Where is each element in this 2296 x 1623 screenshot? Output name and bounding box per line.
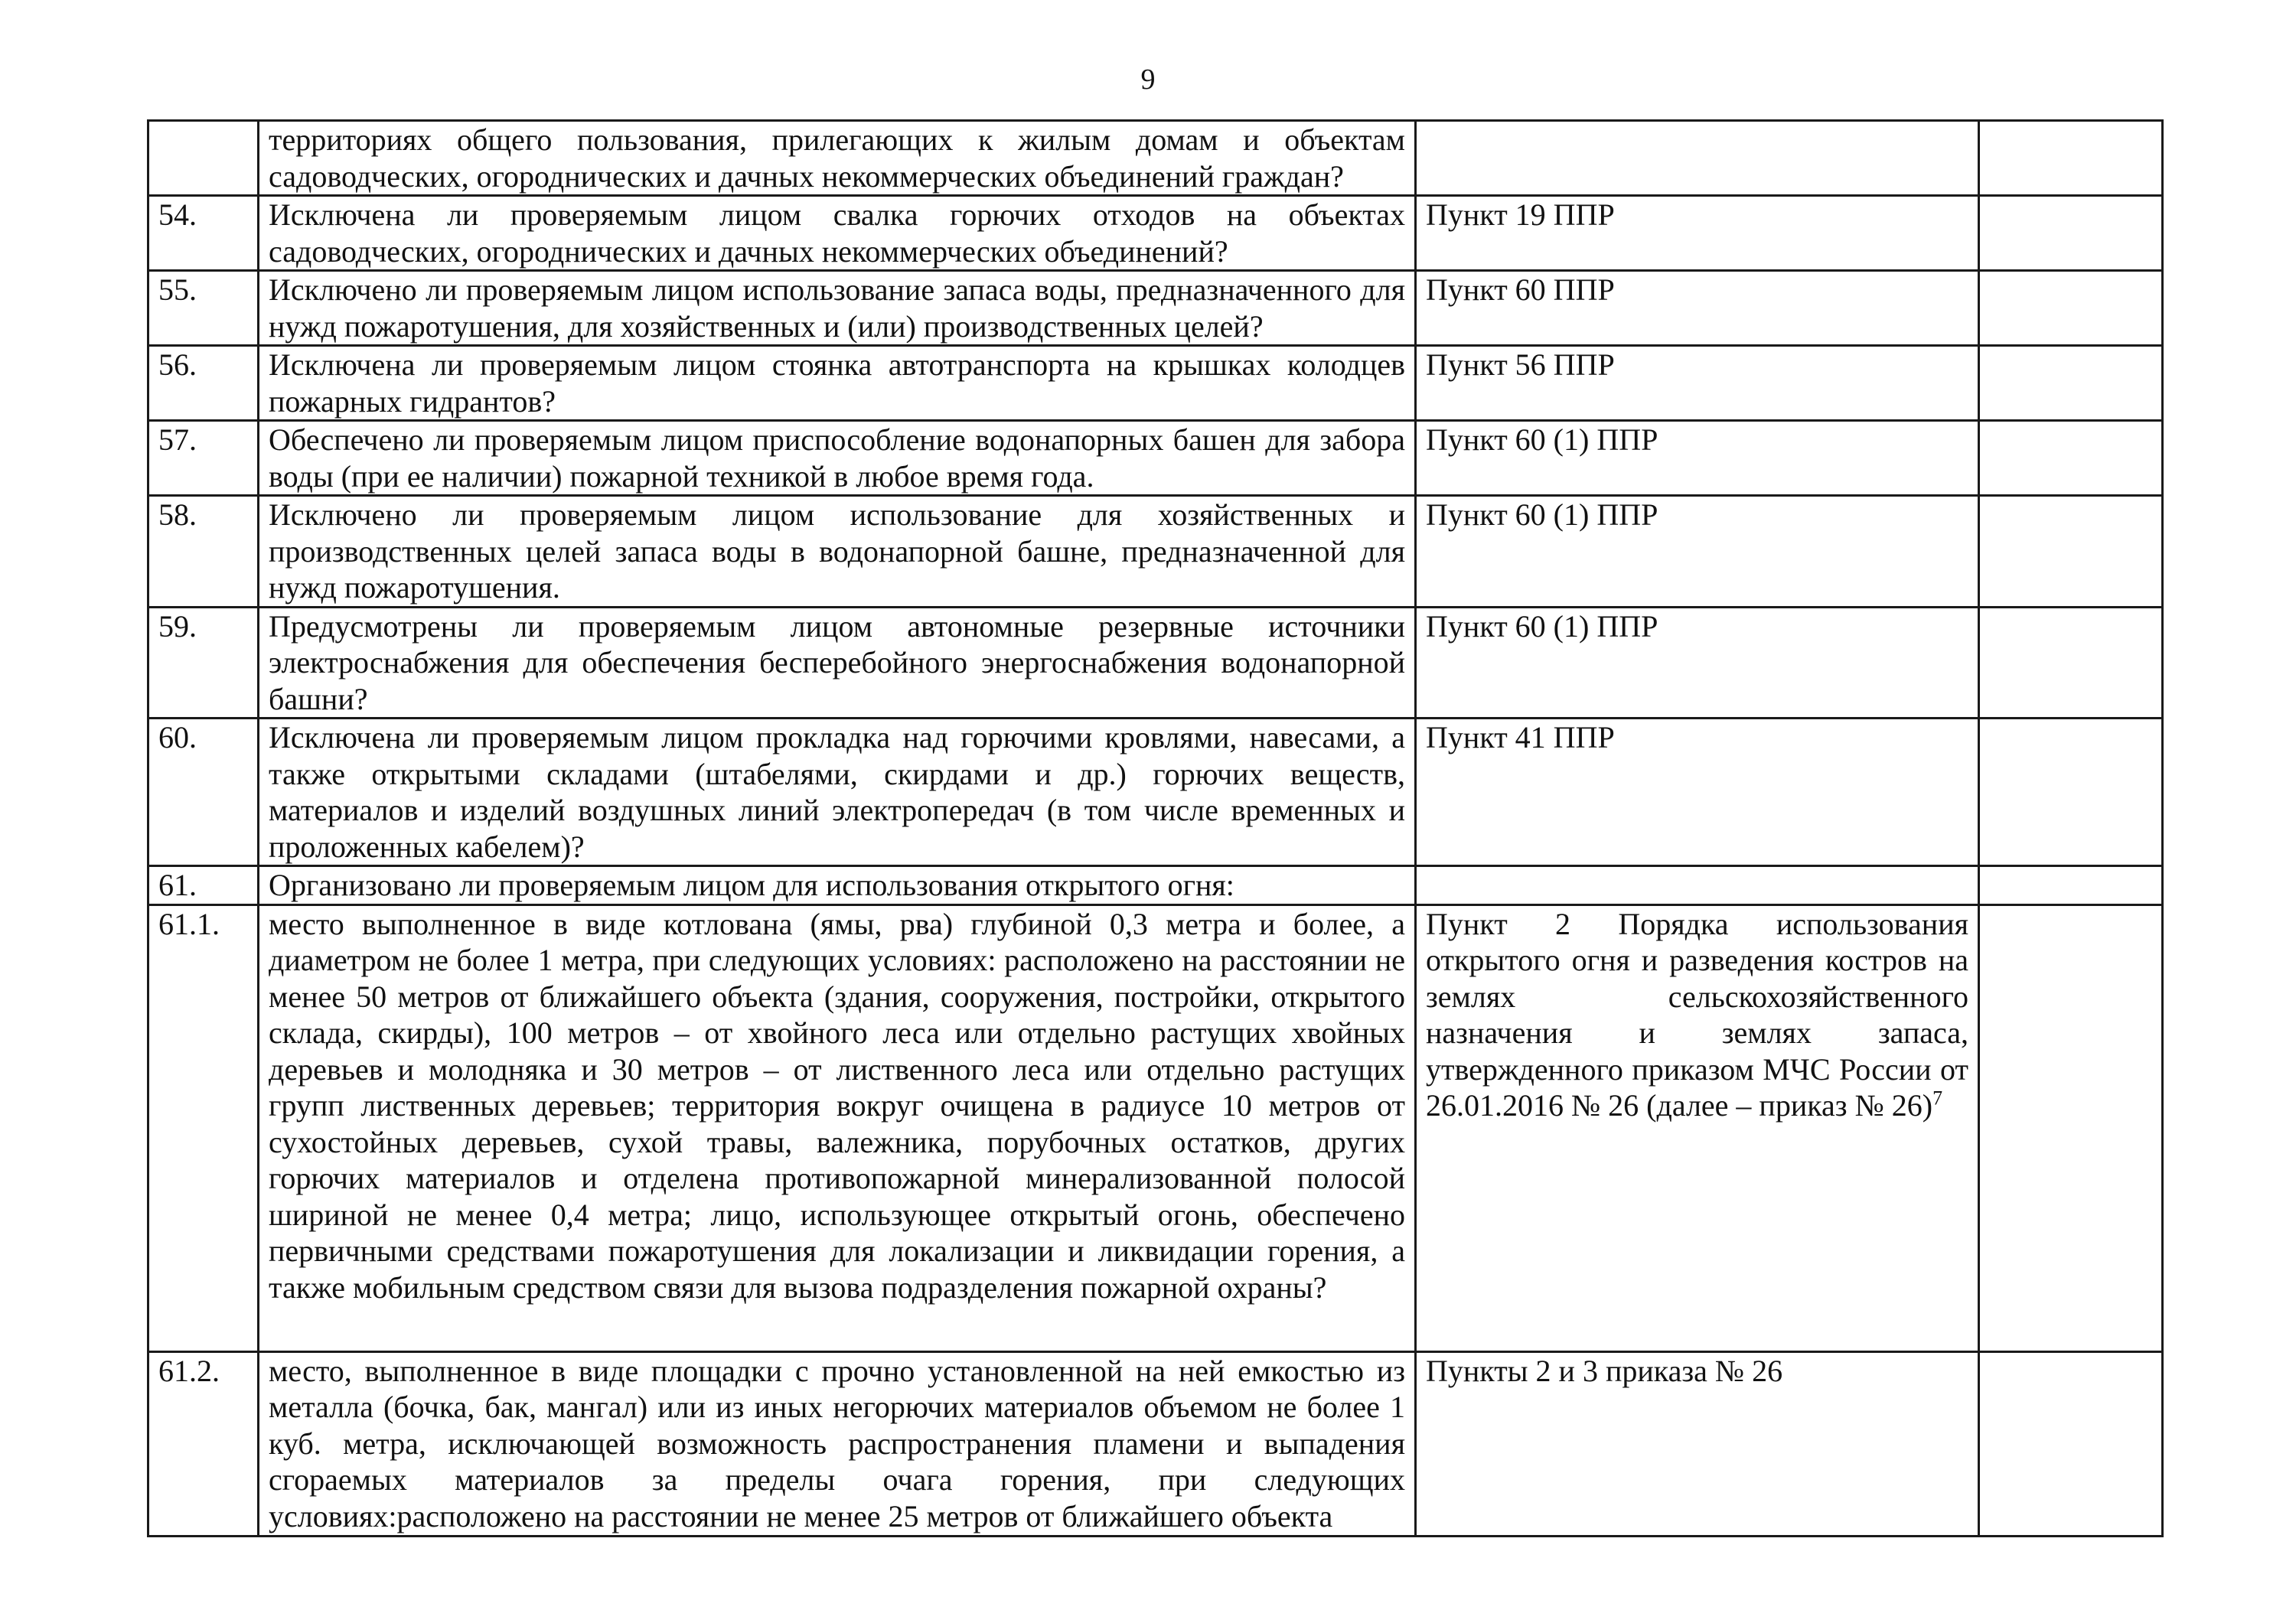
reference-text: Пункт 60 ППР: [1416, 271, 1979, 346]
checklist-table: [147, 119, 2164, 1537]
reference-text: Пункт 60 (1) ППР: [1416, 496, 1979, 608]
table-row: [148, 1351, 2163, 1536]
table-row: [148, 196, 2163, 271]
reference-text: Пункт 41 ППР: [1416, 719, 1979, 866]
question-text: Организовано ли проверяемым лицом для использования открытого огня:: [259, 866, 1416, 905]
table-row: [148, 421, 2163, 496]
answer-cell: [1979, 496, 2163, 608]
page-number: 9: [1140, 64, 1156, 96]
question-text: Исключена ли проверяемым лицом свалка горючих отходов на объектах садоводческих, огороднических и дачных некоммерческих объединений?: [259, 196, 1416, 271]
question-text: Исключена ли проверяемым лицом стоянка автотранспорта на крышках колодцев пожарных гидрантов?: [259, 346, 1416, 421]
answer-cell: [1979, 271, 2163, 346]
table-row: [148, 719, 2163, 866]
table-row: [148, 271, 2163, 346]
reference-text: Пункт 60 (1) ППР: [1416, 421, 1979, 496]
answer-cell: [1979, 866, 2163, 905]
question-text: Исключена ли проверяемым лицом прокладка над горючими кровлями, навесами, а также открытыми складами (штабелями, скирдами и др.) горючих веществ, материалов и изделий воздушных линий электропередач (в том числе временных и проложенных кабелем)?: [259, 719, 1416, 866]
row-number: 60.: [148, 719, 259, 866]
row-number: 61.1.: [148, 904, 259, 1351]
table-row: [148, 121, 2163, 196]
table-row: [148, 607, 2163, 719]
row-number: 57.: [148, 421, 259, 496]
answer-cell: [1979, 1351, 2163, 1536]
reference-text: Пункт 56 ППР: [1416, 346, 1979, 421]
question-text: Обеспечено ли проверяемым лицом приспособление водонапорных башен для забора воды (при ее наличии) пожарной техникой в любое время года.: [259, 421, 1416, 496]
answer-cell: [1979, 121, 2163, 196]
reference-text-body: Пункт 2 Порядка использования открытого огня и разведения костров на землях сельскохозяйственного назначения и землях запаса, утвержденного приказом МЧС России от 26.01.2016 № 26 (далее – приказ № 26): [1426, 906, 1968, 1123]
question-text: Исключено ли проверяемым лицом использование для хозяйственных и производственных целей запаса воды в водонапорной башне, предназначенной для нужд пожаротушения.: [259, 496, 1416, 608]
answer-cell: [1979, 607, 2163, 719]
reference-text: [1416, 121, 1979, 196]
table-row: [148, 866, 2163, 905]
answer-cell: [1979, 904, 2163, 1351]
answer-cell: [1979, 421, 2163, 496]
row-number: 58.: [148, 496, 259, 608]
row-number: 61.2.: [148, 1351, 259, 1536]
answer-cell: [1979, 719, 2163, 866]
table-row: [148, 496, 2163, 608]
question-text: место выполненное в виде котлована (ямы, рва) глубиной 0,3 метра и более, а диаметром не более 1 метра, при следующих условиях: расположено на расстоянии не менее 50 метров от ближайшего объекта (здания, сооружения, постройки, открытого склада, скирды), 100 метров – от хвойного леса или отдельно растущих хвойных деревьев и молодняка и 30 метров – от лиственного леса или отдельно растущих групп лиственных деревьев; территория вокруг очищена в радиусе 10 метров от сухостойных деревьев, сухой травы, валежника, порубочных остатков, других горючих материалов и отделена противопожарной минерализованной полосой шириной не менее 0,4 метра; лицо, использующее открытый огонь, обеспечено первичными средствами пожаротушения для локализации и ликвидации горения, а также мобильным средством связи для вызова подразделения пожарной охраны?: [259, 904, 1416, 1351]
question-text: Предусмотрены ли проверяемым лицом автономные резервные источники электроснабжения для обеспечения бесперебойного энергоснабжения водонапорной башни?: [259, 607, 1416, 719]
row-number: 56.: [148, 346, 259, 421]
question-text: территориях общего пользования, прилегающих к жилым домам и объектам садоводческих, огороднических и дачных некоммерческих объединений граждан?: [259, 121, 1416, 196]
question-text: Исключено ли проверяемым лицом использование запаса воды, предназначенного для нужд пожаротушения, для хозяйственных и (или) производственных целей?: [259, 271, 1416, 346]
row-number: 61.: [148, 866, 259, 905]
footnote-marker: 7: [1932, 1087, 1943, 1110]
reference-text: [1416, 866, 1979, 905]
table-row: [148, 346, 2163, 421]
row-number: 54.: [148, 196, 259, 271]
reference-text: [1416, 904, 1979, 1351]
reference-text: Пункты 2 и 3 приказа № 26: [1416, 1351, 1979, 1536]
answer-cell: [1979, 346, 2163, 421]
table-row: [148, 904, 2163, 1351]
reference-text: Пункт 60 (1) ППР: [1416, 607, 1979, 719]
answer-cell: [1979, 196, 2163, 271]
reference-text: Пункт 19 ППР: [1416, 196, 1979, 271]
row-number: 59.: [148, 607, 259, 719]
question-text: место, выполненное в виде площадки с прочно установленной на ней емкостью из металла (бочка, бак, мангал) или из иных негорючих материалов объемом не более 1 куб. метра, исключающей возможность распространения пламени и выпадения сгораемых материалов за пределы очага горения, при следующих условиях:расположено на расстоянии не менее 25 метров от ближайшего объекта: [259, 1351, 1416, 1536]
row-number: [148, 121, 259, 196]
row-number: 55.: [148, 271, 259, 346]
